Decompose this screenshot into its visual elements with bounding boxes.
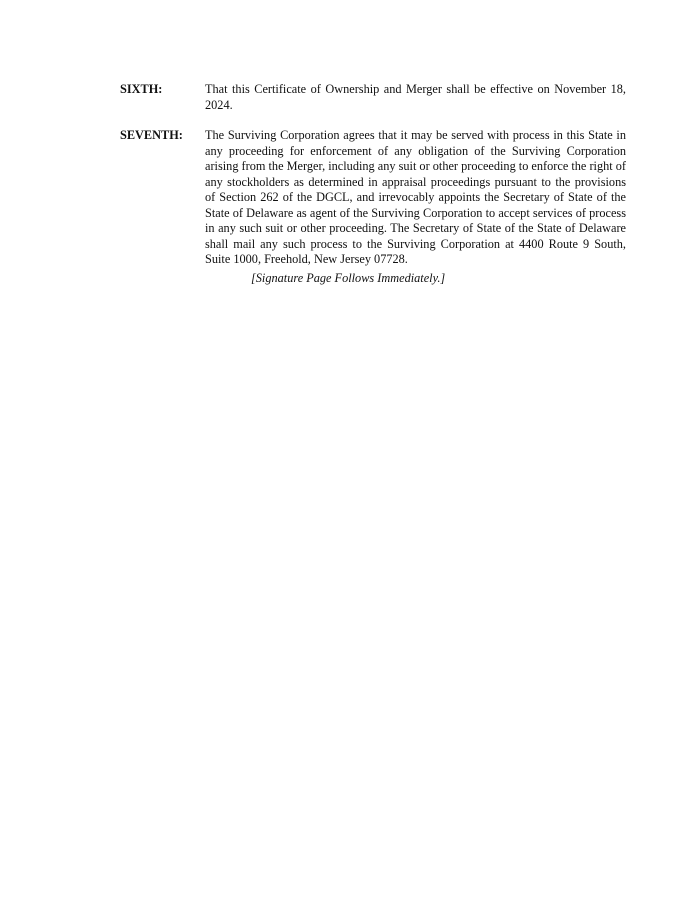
clause-text: The Surviving Corporation agrees that it may be served with process in this State in any proceeding for enforcement of any obligation of the Surviving Corporation arising from the Merger, including any suit or other proceeding to enforce the right of any stockholders as determined in appraisal proceedings pursuant to the provisions of Section 262 of the DGCL, and irrevocably appoints the Secretary of State of the State of Delaware as agent of the Surviving Corporation to accept services of process in any such suit or other proceeding. The Secretary of State of the State of Delaware shall mail any such process to the Surviving Corporation at 4400 Route 9 South, Suite 1000, Freehold, New Jersey 07728.: [205, 128, 627, 266]
signature-page-note: [Signature Page Follows Immediately.]: [251, 271, 446, 285]
clause-label: SIXTH:: [120, 82, 163, 96]
clause-text: That this Certificate of Ownership and Merger shall be effective on November 18, 2024.: [205, 82, 626, 112]
clause-seventh: [120, 128, 626, 268]
clause-label: SEVENTH:: [120, 128, 183, 142]
clause-sixth: [120, 82, 626, 113]
